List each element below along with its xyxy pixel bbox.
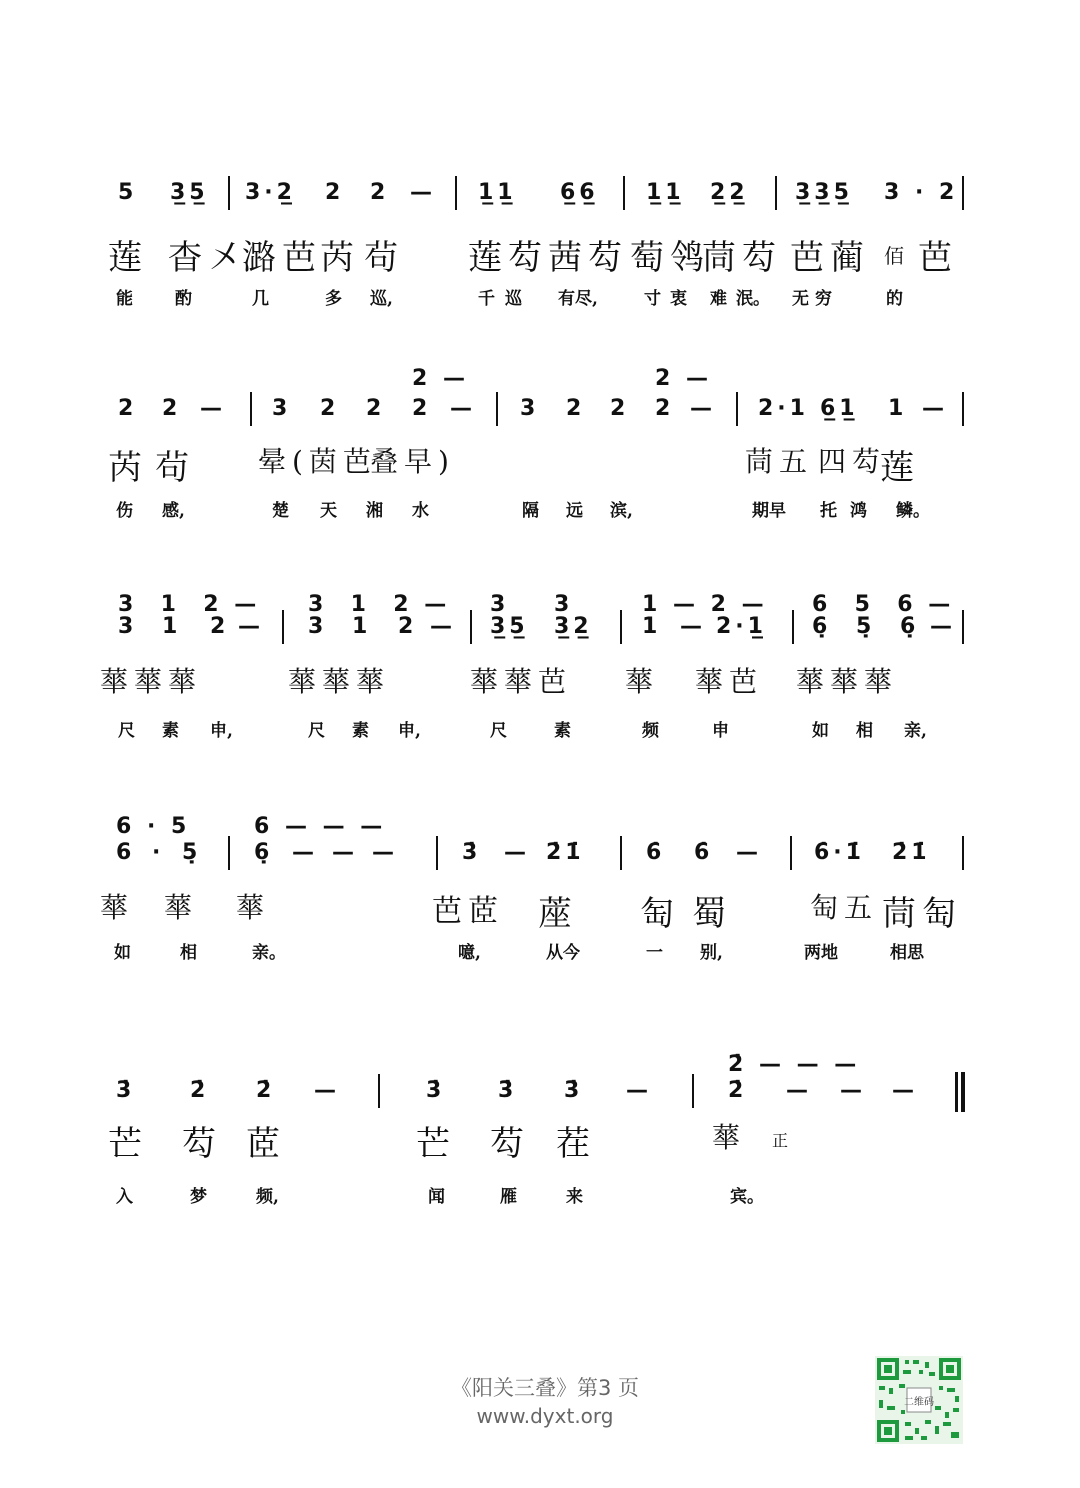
note: 6̣ xyxy=(812,614,832,639)
lyric: 梦 xyxy=(190,1187,207,1207)
note: 6̇ xyxy=(694,840,714,865)
note: — xyxy=(332,840,358,865)
note: 1 xyxy=(162,614,182,639)
lyric: 雁 xyxy=(500,1187,517,1207)
jianzi-char: 莲 xyxy=(108,238,148,278)
lyric: 申, xyxy=(210,721,233,741)
jianzi-char: 杳㐅 xyxy=(168,238,248,278)
jianzi-char: 茼五 xyxy=(745,445,814,478)
lyric: 尺 xyxy=(308,721,325,741)
lyric: 一 xyxy=(646,943,663,963)
lyric: 衷 xyxy=(670,289,687,309)
note: 3̲3̲5̲ xyxy=(795,180,853,205)
note: 2 xyxy=(610,396,630,421)
jianzi-char: 蕐 xyxy=(712,1121,747,1154)
lyric: 感, xyxy=(162,501,185,521)
jianzi-char: 芮 xyxy=(320,238,360,278)
jianzi-char: 潞芭 xyxy=(242,238,322,278)
note: 3̇ xyxy=(498,1078,518,1103)
lyric: 多 xyxy=(325,289,342,309)
barline xyxy=(790,836,792,870)
jianzi-char: 蜀 xyxy=(692,894,732,934)
jianzi-char: 正 xyxy=(772,1131,795,1150)
lyric: 伤 xyxy=(116,501,133,521)
note: 3 xyxy=(520,396,540,421)
jianzi-line-5 xyxy=(0,1116,1080,1166)
jianzi-char: 匋五 xyxy=(810,891,879,924)
lyric: 尺 xyxy=(490,721,507,741)
barline xyxy=(962,176,964,210)
note: 6̲1̲ xyxy=(820,396,859,421)
jianzi-char: 晕(茵芭 xyxy=(258,445,377,478)
jianzi-char: 芭 xyxy=(918,238,958,278)
lyric: 泯。 xyxy=(736,289,770,309)
note: 2 xyxy=(325,180,345,205)
upper-note: 3 1 2 — xyxy=(308,592,451,617)
jianzi-char: 蕐 xyxy=(164,891,199,924)
jianzi-char: 蕐 xyxy=(100,891,135,924)
jianzi-char: 茼匋 xyxy=(882,894,962,934)
note: — xyxy=(314,1078,340,1103)
note: 3 xyxy=(308,614,328,639)
barline xyxy=(736,392,738,426)
jianzi-char: 芭茝 xyxy=(432,894,504,929)
note: 2̇ xyxy=(728,1078,748,1103)
jianzi-char: 茍 xyxy=(155,448,195,488)
upper-note: 3 1 2 — xyxy=(118,592,261,617)
note: — xyxy=(922,396,948,421)
note: 2̇ xyxy=(190,1078,210,1103)
lyric: 来 xyxy=(566,1187,583,1207)
jianzi-char: 芒 xyxy=(416,1124,456,1164)
lyrics-line-1 xyxy=(0,284,1080,310)
lyric: 托 xyxy=(820,501,837,521)
note: 2 xyxy=(210,614,230,639)
jianzi-char: 蓙 xyxy=(538,894,578,934)
jianzi-char: 莲 xyxy=(880,448,920,488)
jianzi-char: 蕐蕐蕐 xyxy=(796,665,899,698)
note: 6̇·1̇ xyxy=(814,840,865,865)
note: — xyxy=(238,614,264,639)
note: 3̲2̲ xyxy=(554,614,593,639)
upper-note: 2 — xyxy=(655,366,712,391)
barline xyxy=(623,176,625,210)
jianzi-char: 蕐蕐蕐 xyxy=(288,665,391,698)
lyric: 相思 xyxy=(890,943,924,963)
note: — xyxy=(626,1078,652,1103)
lyric: 无 xyxy=(792,289,809,309)
lyrics-line-2 xyxy=(0,496,1080,522)
lyric: 闻 xyxy=(428,1187,445,1207)
jianzi-char: 萄鸰 xyxy=(630,238,710,278)
note: 3̇ xyxy=(564,1078,584,1103)
note: 2 xyxy=(118,396,138,421)
lyric: 相 xyxy=(180,943,197,963)
barline xyxy=(496,392,498,426)
jianzi-line-1 xyxy=(0,230,1080,280)
lyric: 鸿 xyxy=(850,501,867,521)
jianzi-char: 蕐蕐蕐 xyxy=(100,665,203,698)
barline xyxy=(282,610,284,644)
lyric: 天 xyxy=(320,501,337,521)
lyric: 期早 xyxy=(752,501,786,521)
note: 2·1̲ xyxy=(716,614,767,639)
barline xyxy=(378,1074,380,1108)
note: 2 xyxy=(566,396,586,421)
note: 3̇ xyxy=(462,840,482,865)
note: — xyxy=(372,840,398,865)
barline xyxy=(250,392,252,426)
lyric: 两地 xyxy=(804,943,838,963)
lyric: 频 xyxy=(642,721,659,741)
note: 3 · 2 xyxy=(884,180,959,205)
note: 3 xyxy=(272,396,292,421)
note: 1̲1̲ xyxy=(646,180,685,205)
upper-note: 6 · 5 xyxy=(116,814,191,839)
note: 2̇1̇ xyxy=(892,840,931,865)
upper-note: 2̇ — — — xyxy=(728,1052,861,1077)
note: — xyxy=(504,840,530,865)
lyrics-line-4 xyxy=(0,938,1080,964)
barline xyxy=(228,176,230,210)
note: 2̲2̲ xyxy=(710,180,749,205)
note: 3̇ xyxy=(426,1078,446,1103)
page-footer-title: 《阳关三叠》第3 页 xyxy=(450,1376,640,1400)
note: 6̣ xyxy=(254,840,274,865)
barline xyxy=(620,610,622,644)
barline xyxy=(228,836,230,870)
barline xyxy=(455,176,457,210)
lyric: 的 xyxy=(886,289,903,309)
qr-code xyxy=(875,1356,963,1444)
note: 2̇ xyxy=(256,1078,276,1103)
note: — xyxy=(292,840,318,865)
note: 5 xyxy=(118,180,138,205)
lyric: 能 xyxy=(116,289,133,309)
note: 3̲5̲ xyxy=(170,180,209,205)
note: 2 xyxy=(655,396,675,421)
note: 2 xyxy=(366,396,386,421)
note: 2·1 xyxy=(758,396,809,421)
final-double-barline xyxy=(955,1072,965,1112)
lyric: 难 xyxy=(710,289,727,309)
lyric: 相 xyxy=(856,721,873,741)
note: 1 xyxy=(642,614,662,639)
lyric: 巡, xyxy=(370,289,393,309)
barline xyxy=(436,836,438,870)
jianzi-char: 芭蔺 xyxy=(790,238,870,278)
note: — xyxy=(410,180,436,205)
lyric: 几 xyxy=(252,289,269,309)
barline xyxy=(620,836,622,870)
note: — xyxy=(680,614,706,639)
barline xyxy=(470,610,472,644)
note: — xyxy=(736,840,762,865)
note: · xyxy=(152,840,165,865)
jianzi-char: 蕐芭 xyxy=(695,665,764,698)
barline xyxy=(775,176,777,210)
jianzi-char: 茜芶 xyxy=(548,238,628,278)
notation-line-4 xyxy=(0,814,1080,880)
lyric: 从今 xyxy=(546,943,580,963)
lyric: 水 xyxy=(412,501,429,521)
note: 6̲6̲ xyxy=(560,180,599,205)
qr-code-icon xyxy=(875,1356,963,1444)
upper-note: 2 — xyxy=(412,366,469,391)
note: 2 xyxy=(162,396,182,421)
jianzi-char: 匋 xyxy=(640,894,680,934)
note: 3·2̲ xyxy=(245,180,296,205)
note: — xyxy=(930,614,956,639)
note: — xyxy=(840,1078,866,1103)
note: 2 xyxy=(412,396,432,421)
barline xyxy=(792,610,794,644)
jianzi-char: 莲芶 xyxy=(468,238,548,278)
jianzi-char: 芶 xyxy=(182,1124,222,1164)
jianzi-char: 芶 xyxy=(490,1124,530,1164)
jianzi-char: 芒 xyxy=(108,1124,148,1164)
jianzi-char: 茬 xyxy=(556,1124,596,1164)
lyrics-line-3 xyxy=(0,716,1080,742)
lyric: 酌 xyxy=(175,289,192,309)
jianzi-char: 茼芶 xyxy=(702,238,782,278)
lyric: 素 xyxy=(352,721,369,741)
notation-line-3 xyxy=(0,592,1080,654)
note: 5̣ xyxy=(182,840,202,865)
lyric: 有尽, xyxy=(558,289,598,309)
note: — xyxy=(200,396,226,421)
note: 1̲1̲ xyxy=(478,180,517,205)
note: 1 xyxy=(888,396,908,421)
note: 2 xyxy=(370,180,390,205)
lyric: 寸 xyxy=(644,289,661,309)
barline xyxy=(962,392,964,426)
lyric: 尺 xyxy=(118,721,135,741)
note: — xyxy=(892,1078,918,1103)
lyric: 如 xyxy=(812,721,829,741)
note: — xyxy=(430,614,456,639)
barline xyxy=(692,1074,694,1108)
lyric: 噫, xyxy=(458,943,481,963)
upper-note: 3 xyxy=(490,592,510,617)
lyric: 穷 xyxy=(815,289,832,309)
note: 3 xyxy=(118,614,138,639)
lyric: 宾。 xyxy=(730,1187,764,1207)
jianzi-char: 蕐 xyxy=(625,665,660,698)
note: 2 xyxy=(398,614,418,639)
lyric: 巡 xyxy=(505,289,522,309)
barline xyxy=(962,836,964,870)
note: 2̇1̇ xyxy=(546,840,585,865)
page-footer-url[interactable]: www.dyxt.org xyxy=(476,1404,614,1428)
note: 5̣ xyxy=(856,614,876,639)
upper-note: 6 — — — xyxy=(254,814,387,839)
lyric: 隔 xyxy=(522,501,539,521)
note: — xyxy=(450,396,476,421)
jianzi-char: 叠早) xyxy=(370,445,455,478)
lyric: 滨, xyxy=(610,501,633,521)
lyric: 千 xyxy=(478,289,495,309)
lyric: 湘 xyxy=(366,501,383,521)
lyric: 申, xyxy=(398,721,421,741)
lyric: 亲, xyxy=(904,721,927,741)
qr-code-label: 二维码 xyxy=(904,1397,934,1408)
lyric: 楚 xyxy=(272,501,289,521)
lyric: 素 xyxy=(162,721,179,741)
notation-line-1 xyxy=(0,180,1080,220)
lyric: 频, xyxy=(256,1187,279,1207)
note: 1 xyxy=(352,614,372,639)
notation-line-2 xyxy=(0,366,1080,436)
note: 3̲5̲ xyxy=(490,614,529,639)
lyrics-line-5 xyxy=(0,1182,1080,1208)
jianzi-char: 茍 xyxy=(364,238,404,278)
jianzi-char: 茝 xyxy=(246,1124,286,1164)
upper-note: 1 — 2 — xyxy=(642,592,768,617)
jianzi-char: 四芶 xyxy=(818,445,887,478)
note: 2 xyxy=(320,396,340,421)
jianzi-char: 佰 xyxy=(884,244,910,268)
note: 6 xyxy=(116,840,136,865)
lyric: 入 xyxy=(116,1187,133,1207)
jianzi-char: 蕐蕐芭 xyxy=(470,665,573,698)
jianzi-line-3 xyxy=(0,660,1080,710)
note: — xyxy=(690,396,716,421)
note: 6̣ xyxy=(900,614,920,639)
lyric: 远 xyxy=(566,501,583,521)
jianzi-char: 蕐 xyxy=(236,891,271,924)
jianzi-line-2 xyxy=(0,440,1080,490)
upper-note: 3 xyxy=(554,592,574,617)
lyric: 素 xyxy=(554,721,571,741)
lyric: 亲。 xyxy=(252,943,286,963)
note: 3̇ xyxy=(116,1078,136,1103)
lyric: 鳞。 xyxy=(896,501,930,521)
note: — xyxy=(786,1078,812,1103)
lyric: 别, xyxy=(700,943,723,963)
jianzi-line-4 xyxy=(0,886,1080,936)
upper-note: 6 5 6 — xyxy=(812,592,955,617)
note: 6̇ xyxy=(646,840,666,865)
notation-line-5 xyxy=(0,1052,1080,1118)
lyric: 申 xyxy=(712,721,729,741)
barline xyxy=(962,610,964,644)
lyric: 如 xyxy=(114,943,131,963)
jianzi-char: 芮 xyxy=(108,448,148,488)
